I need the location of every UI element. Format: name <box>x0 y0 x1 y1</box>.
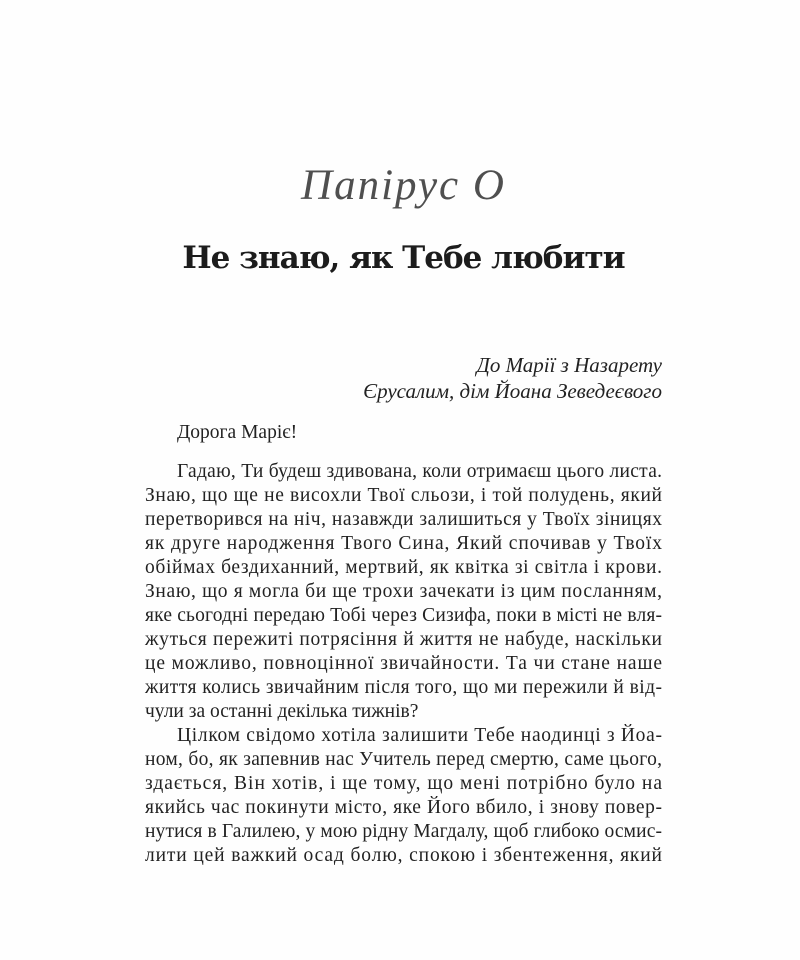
text-line: якийсь час покинути місто, яке Його вбило, і знову повер- <box>145 797 663 818</box>
text-line: яке сьогодні передаю Тобі через Сизифа, поки в місті не вля- <box>145 605 663 626</box>
paragraphs <box>145 460 662 868</box>
text-line: Гадаю, Ти будеш здивована, коли отримаєш цього листа. <box>177 461 663 482</box>
text-line: Цілком свідомо хотіла залишити Тебе наодинці з Йоа- <box>177 725 663 746</box>
salutation: Дорога Маріє! <box>177 422 298 443</box>
text-line: це можливо, повноцінної звичайности. Та чи стане наше <box>145 653 663 674</box>
text-line: Знаю, що ще не висохли Твої сльози, і той полудень, який <box>145 485 663 506</box>
text-line: ном, бо, як запевнив нас Учитель перед смертю, саме цього, <box>145 749 663 770</box>
letter-heading: Не знаю, як Тебе любити <box>182 240 625 276</box>
chapter-title: Папірус О <box>301 162 506 209</box>
text-line: Знаю, що я могла би ще трохи зачекати із цим посланням, <box>145 581 663 602</box>
text-line: жуться пережиті потрясіння й життя не набуде, наскільки <box>145 629 663 650</box>
text-line: життя колись звичайним після того, що ми пережили й від- <box>145 677 663 698</box>
address-line-place: Єрусалим, дім Йоана Зеведеєвого <box>363 379 662 403</box>
text-line: обіймах бездиханний, мертвий, як квітка зі світла і крови. <box>145 557 663 578</box>
text-line: чули за останні декілька тижнів? <box>145 701 419 722</box>
letter-body <box>145 421 662 868</box>
text-line: здається, Він хотів, і ще тому, що мені потрібно було на <box>145 773 663 794</box>
address-block <box>363 352 662 404</box>
address-line-recipient: До Марії з Назарету <box>476 353 662 377</box>
text-line: як друге народження Твого Сина, Який спочивав у Твоїх <box>145 533 663 554</box>
text-line: нутися в Галилею, у мою рідну Магдалу, щоб глибоко осмис- <box>145 821 663 842</box>
text-line: лити цей важкий осад болю, спокою і збентеження, який <box>145 845 663 866</box>
text-line: перетворився на ніч, назавжди залишиться у Твоїх зіницях <box>145 509 663 530</box>
